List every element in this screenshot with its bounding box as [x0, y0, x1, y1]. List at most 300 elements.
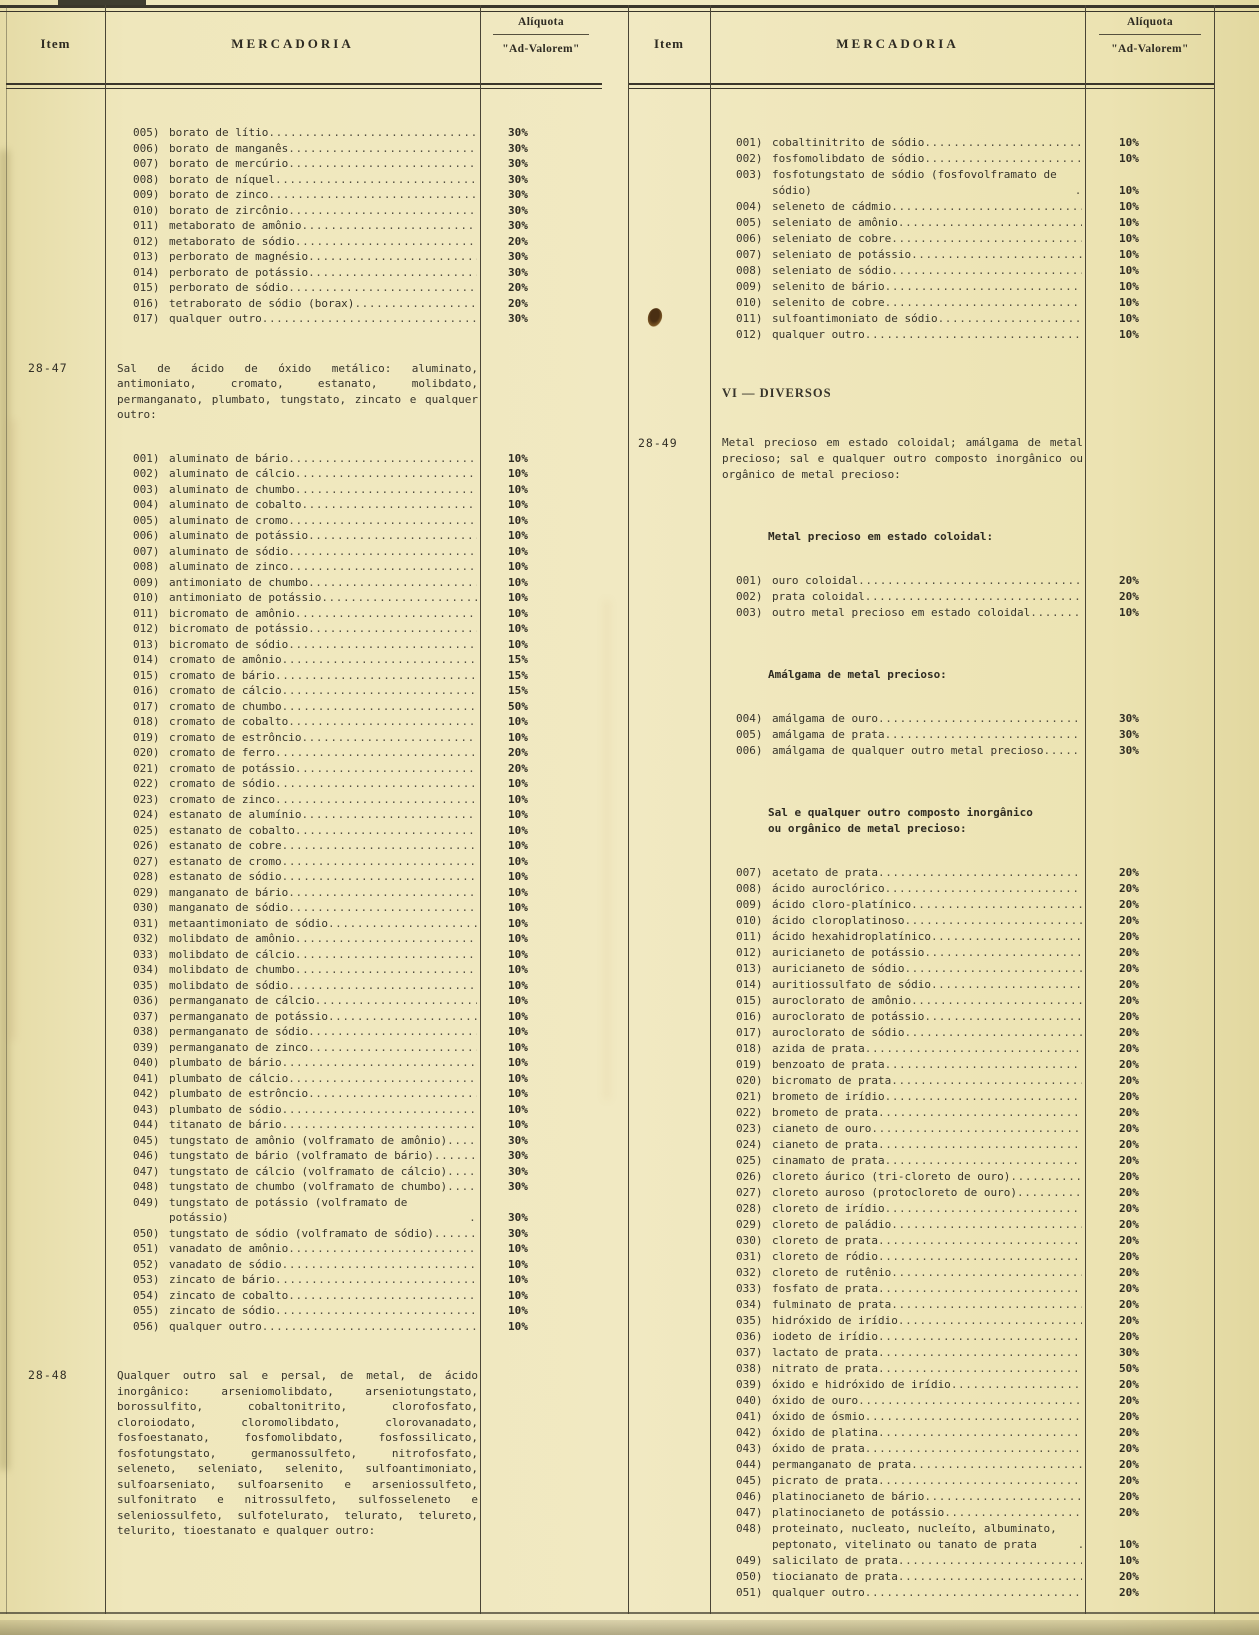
rate-value: 10%: [508, 1273, 528, 1286]
entry-name: amálgama de ouro: [772, 712, 878, 725]
block-entries: [628, 135, 1215, 343]
tariff-entry-row: [6, 931, 602, 947]
entry-line: [133, 792, 477, 808]
entry-name: hidróxido de irídio: [772, 1314, 898, 1327]
leader-dots: [288, 1241, 477, 1257]
entry-number: 045): [133, 1133, 160, 1147]
mercadoria-cell: [105, 559, 480, 575]
aliquota-cell: [480, 172, 602, 188]
rate-value: 15%: [508, 684, 528, 697]
entry-line: [736, 573, 1082, 589]
leader-dots: [885, 1201, 1082, 1217]
entry-number: 034): [133, 963, 160, 976]
entry-name: benzoato de prata: [772, 1058, 885, 1071]
aliquota-cell: [480, 218, 602, 234]
aliquota-cell: [480, 1319, 602, 1335]
block-item: [628, 435, 1215, 483]
entry-number: 004): [736, 200, 763, 213]
mercadoria-cell: [105, 265, 480, 281]
leader-dots: [295, 962, 477, 978]
tariff-table-right: [628, 5, 1215, 1614]
entry-number: 048): [736, 1522, 763, 1535]
aliquota-cell: [1085, 151, 1215, 167]
mercadoria-cell: [105, 513, 480, 529]
tariff-entry-row: [6, 761, 602, 777]
entry-name: cromato de estrôncio: [169, 730, 302, 744]
tariff-entry-row: [628, 711, 1215, 727]
aliquota-cell: [480, 361, 602, 423]
leader-dots: [275, 792, 477, 808]
aliquota-cell: [1085, 1169, 1215, 1185]
item-code-cell: [6, 776, 105, 792]
rate-value: 30%: [508, 1149, 528, 1162]
entry-number: 020): [736, 1074, 763, 1087]
aliquota-cell: [480, 1086, 602, 1102]
leader-dots: [1010, 1169, 1082, 1185]
item-code-cell: [6, 823, 105, 839]
leader-dots: [878, 1473, 1082, 1489]
tariff-entry-row: [628, 1217, 1215, 1233]
item-code-cell: [628, 1137, 710, 1153]
item-description: Metal precioso em estado coloidal; amálgama de metal precioso; sal e qualquer outro composto inorgânico ou orgânico de metal precioso:: [722, 436, 1083, 481]
rate-value: 10%: [508, 513, 528, 527]
rate-value: 10%: [1119, 184, 1139, 197]
tariff-entry-row: [6, 885, 602, 901]
leader-dots: [282, 1102, 477, 1118]
tariff-entry-row: [628, 1169, 1215, 1185]
item-code-cell: [628, 1361, 710, 1377]
tariff-entry-row: [628, 167, 1215, 199]
entry-name: cloreto de ródio: [772, 1250, 878, 1263]
entry-name: prata coloidal: [772, 590, 865, 603]
mercadoria-cell: [105, 1288, 480, 1304]
aliquota-cell: [1085, 1441, 1215, 1457]
aliquota-cell: [480, 311, 602, 327]
entry-line: [736, 1169, 1082, 1185]
mercadoria-cell: [710, 1553, 1085, 1569]
entry-name: azida de prata: [772, 1042, 865, 1055]
entry-name: bicromato de prata: [772, 1074, 892, 1087]
aliquota-cell: [480, 249, 602, 265]
subheading-row: [628, 529, 1215, 545]
entry-number: 021): [133, 761, 160, 775]
mercadoria-cell: [710, 327, 1085, 343]
leader-dots: [275, 776, 477, 792]
aliquota-cell: [480, 637, 602, 653]
leader-dots: [288, 714, 477, 730]
entry-number: 010): [133, 203, 160, 217]
tariff-entry-row: [6, 714, 602, 730]
scan-artifact: [604, 600, 610, 1100]
mercadoria-cell: [710, 961, 1085, 977]
tariff-entry-row: [628, 1105, 1215, 1121]
rate-value: 10%: [508, 498, 528, 511]
rate-value: 20%: [1119, 1394, 1139, 1407]
item-code-cell: [628, 1521, 710, 1553]
tariff-entry-row: [6, 280, 602, 296]
tariff-entry-row: [628, 1409, 1215, 1425]
aliquota-cell: [480, 590, 602, 606]
entry-line: [736, 327, 1082, 343]
item-code-cell: [6, 761, 105, 777]
entry-number: 015): [736, 994, 763, 1007]
entry-line: [736, 1297, 1082, 1313]
entry-number: 026): [133, 839, 160, 852]
tariff-entry-row: [628, 1201, 1215, 1217]
entry-line: [736, 247, 1082, 263]
mercadoria-cell: [710, 263, 1085, 279]
entry-line: [736, 977, 1082, 993]
aliquota-cell: [1085, 865, 1215, 881]
leader-dots: [308, 1040, 477, 1056]
tariff-entry-row: [628, 993, 1215, 1009]
item-code-cell: [6, 869, 105, 885]
leader-dots: [288, 559, 477, 575]
rate-value: 10%: [508, 1288, 528, 1302]
entry-line: [133, 869, 477, 885]
item-code-cell: [6, 156, 105, 172]
item-description: Sal de ácido de óxido metálico: aluminato, antimoniato, cromato, estanato, molibdato, permanganato, plumbato, tungstato, zincato e qualquer outro:: [117, 361, 478, 421]
entry-name: tungstato de cálcio (volframato de cálcio): [169, 1164, 448, 1178]
mercadoria-cell: [105, 361, 480, 423]
tariff-entry-row: [6, 559, 602, 575]
entry-name: manganato de bário: [169, 885, 289, 899]
entry-line: [133, 203, 477, 219]
entry-line: [736, 743, 1082, 759]
mercadoria-cell: [105, 1195, 480, 1226]
tariff-entry-row: [6, 792, 602, 808]
leader-dots: [904, 913, 1082, 929]
aliquota-cell: [1085, 1377, 1215, 1393]
entry-line: [133, 900, 477, 916]
entry-number: 027): [736, 1186, 763, 1199]
item-code-cell: [6, 265, 105, 281]
entry-name: estanato de sódio: [169, 870, 282, 883]
entry-line: [133, 1086, 477, 1102]
entry-line: [736, 1329, 1082, 1345]
aliquota-cell: [1085, 279, 1215, 295]
rate-value: 20%: [1119, 1234, 1139, 1247]
rate-value: 20%: [1119, 962, 1139, 975]
entry-name: lactato de prata: [772, 1346, 878, 1359]
aliquota-cell: [480, 1272, 602, 1288]
mercadoria-cell: [710, 1025, 1085, 1041]
aliquota-cell: [1085, 295, 1215, 311]
bottom-rule: [0, 1612, 1259, 1614]
item-code-cell: [628, 605, 710, 621]
entry-name: cromato de cálcio: [169, 684, 282, 697]
entry-line: [133, 1071, 477, 1087]
entry-line: [736, 993, 1082, 1009]
entry-line: [736, 945, 1082, 961]
column-rule: [1214, 5, 1215, 1614]
entry-line: [736, 1505, 1082, 1521]
leader-dots: [308, 621, 477, 637]
entry-line: [133, 1102, 477, 1118]
entry-name: cloreto de prata: [772, 1234, 878, 1247]
entry-number: 037): [736, 1346, 763, 1359]
entry-number: 046): [736, 1490, 763, 1503]
item-code-cell: [6, 1164, 105, 1180]
entry-name: tungstato de sódio (volframato de sódio): [169, 1226, 434, 1240]
entry-name: permanganato de zinco: [169, 1040, 309, 1054]
entry-name: perborato de sódio: [169, 281, 289, 294]
entry-line: [736, 1489, 1082, 1505]
item-code-cell: [628, 135, 710, 151]
item-code-cell: [6, 621, 105, 637]
leader-dots: [885, 279, 1082, 295]
entry-name: ácido hexahidroplatínico: [772, 930, 931, 943]
aliquota-cell: [480, 1133, 602, 1149]
leader-dots: [282, 854, 477, 870]
tariff-entry-row: [628, 1457, 1215, 1473]
mercadoria-cell: [710, 913, 1085, 929]
entry-line: [133, 823, 477, 839]
item-code-cell: [628, 1025, 710, 1041]
entry-line: [736, 1217, 1082, 1233]
rate-value: 20%: [1119, 866, 1139, 879]
item-code-cell: [6, 885, 105, 901]
entry-name: bicromato de sódio: [169, 637, 289, 651]
mercadoria-cell: [710, 881, 1085, 897]
aliquota-cell: [1085, 1105, 1215, 1121]
leader-dots: [282, 1055, 477, 1071]
entry-name: seleniato de amônio: [772, 216, 898, 229]
item-code-cell: [6, 1257, 105, 1273]
tariff-entry-row: [6, 916, 602, 932]
aliquota-cell: [480, 854, 602, 870]
aliquota-cell: [480, 1226, 602, 1242]
entry-number: 044): [736, 1458, 763, 1471]
rate-value: 10%: [508, 715, 528, 728]
rate-value: 20%: [1119, 1378, 1139, 1391]
page-bottom-shadow: [0, 1620, 1259, 1635]
rate-value: 20%: [508, 761, 528, 775]
rate-value: 20%: [1119, 1586, 1139, 1599]
item-code-cell: [6, 962, 105, 978]
entry-line: [736, 1313, 1082, 1329]
mercadoria-cell: [710, 529, 1085, 545]
item-code-cell: [628, 199, 710, 215]
mercadoria-cell: [105, 1241, 480, 1257]
entry-number: 001): [133, 451, 160, 465]
item-code-cell: [6, 296, 105, 312]
tariff-entry-row: [6, 1071, 602, 1087]
mercadoria-cell: [710, 1217, 1085, 1233]
mercadoria-cell: [710, 1041, 1085, 1057]
entry-number: 024): [736, 1138, 763, 1151]
entry-line: [133, 947, 477, 963]
mercadoria-cell: [710, 385, 1085, 401]
tariff-entry-row: [628, 1121, 1215, 1137]
item-code-cell: [628, 667, 710, 683]
mercadoria-cell: [710, 743, 1085, 759]
rate-value: 20%: [1119, 1570, 1139, 1583]
item-code-cell: [6, 900, 105, 916]
entry-number: 019): [133, 730, 160, 744]
entry-line: [133, 885, 477, 901]
item-code-cell: [628, 1377, 710, 1393]
item-code-cell: [6, 218, 105, 234]
mercadoria-cell: [710, 1569, 1085, 1585]
mercadoria-cell: [105, 993, 480, 1009]
aliquota-cell: [1085, 1073, 1215, 1089]
entry-name: molibdato de sódio: [169, 978, 289, 992]
aliquota-cell: [1085, 1089, 1215, 1105]
leader-dots: [447, 1133, 477, 1149]
item-code-cell: [6, 807, 105, 823]
tariff-entry-row: [628, 1057, 1215, 1073]
item-code-cell: [6, 528, 105, 544]
entry-number: 037): [133, 1009, 160, 1023]
item-code-cell: [6, 249, 105, 265]
rate-value: 30%: [508, 126, 528, 139]
tariff-entry-row: [6, 172, 602, 188]
aliquota-cell: [480, 1195, 602, 1226]
entry-number: 012): [736, 946, 763, 959]
leader-dots: [904, 1025, 1082, 1041]
entry-name: aluminato de zinco: [169, 560, 289, 573]
rate-value: 10%: [508, 1040, 528, 1054]
entry-line: [133, 1319, 477, 1335]
item-code-cell: [628, 1009, 710, 1025]
tariff-entry-row: [628, 327, 1215, 343]
entry-name: cianeto de prata: [772, 1138, 878, 1151]
tariff-entry-row: [628, 1393, 1215, 1409]
entry-line: [736, 1073, 1082, 1089]
entry-line: [133, 172, 477, 188]
leader-dots: [865, 1041, 1082, 1057]
aliquota-cell: [480, 683, 602, 699]
mercadoria-cell: [710, 167, 1085, 199]
rate-value: 30%: [508, 172, 528, 186]
entry-name: óxido de platina: [772, 1426, 878, 1439]
tariff-table-left: [6, 5, 602, 1614]
entry-line: [133, 962, 477, 978]
mercadoria-cell: [105, 652, 480, 668]
entry-line: [133, 730, 477, 746]
rate-value: 10%: [1119, 216, 1139, 229]
entry-line: [133, 1133, 477, 1149]
entry-line: [133, 621, 477, 637]
rate-value: 20%: [1119, 1250, 1139, 1263]
aliquota-cell: [1085, 913, 1215, 929]
column-rule: [6, 5, 7, 1614]
aliquota-cell: [480, 745, 602, 761]
rate-value: 20%: [1119, 1298, 1139, 1311]
mercadoria-cell: [710, 1233, 1085, 1249]
item-code-cell: [628, 1073, 710, 1089]
entry-line: [133, 559, 477, 575]
item-code-cell: [6, 978, 105, 994]
leader-dots: [288, 156, 477, 172]
rate-value: 10%: [508, 777, 528, 790]
tariff-entry-row: [628, 977, 1215, 993]
tariff-entry-row: [628, 1489, 1215, 1505]
item-code-cell: [628, 167, 710, 199]
item-code-cell: [628, 993, 710, 1009]
aliquota-cell: [1085, 1201, 1215, 1217]
tariff-entry-row: [628, 1041, 1215, 1057]
rate-value: 10%: [508, 1319, 528, 1333]
leader-dots: [891, 1297, 1082, 1313]
entry-name: aluminato de cálcio: [169, 467, 295, 480]
aliquota-cell: [480, 1303, 602, 1319]
aliquota-cell: [480, 869, 602, 885]
block-entries: [628, 711, 1215, 759]
entry-name: estanato de cromo: [169, 854, 282, 868]
item-code-cell: [6, 234, 105, 250]
entry-name: titanato de bário: [169, 1118, 282, 1131]
rate-value: 20%: [1119, 914, 1139, 927]
rate-value: 30%: [508, 1211, 528, 1224]
rate-value: 20%: [1119, 930, 1139, 943]
rate-value: 10%: [508, 792, 528, 806]
entry-name: molibdato de cálcio: [169, 947, 295, 961]
mercadoria-cell: [105, 187, 480, 203]
leader-dots: [858, 1393, 1082, 1409]
leader-dots: [898, 1313, 1082, 1329]
rate-value: 20%: [508, 234, 528, 248]
mercadoria-cell: [710, 1281, 1085, 1297]
block-section: [628, 385, 1215, 401]
tariff-entry-row: [628, 1265, 1215, 1281]
aliquota-cell: [1085, 977, 1215, 993]
rate-value: 30%: [1119, 744, 1139, 757]
subheading-text: Sal e qualquer outro composto inorgânico ou orgânico de metal precioso:: [768, 806, 1033, 835]
tariff-entry-row: [6, 1164, 602, 1180]
mercadoria-cell: [710, 1441, 1085, 1457]
mercadoria-cell: [105, 156, 480, 172]
entry-name: proteinato, nucleato, nucleíto, albuminato, peptonato, vitelinato ou tanato de prata: [772, 1522, 1057, 1551]
tariff-entry-row: [6, 1055, 602, 1071]
tariff-entry-row: [628, 1185, 1215, 1201]
rate-value: 10%: [1119, 1538, 1139, 1551]
aliquota-cell: [480, 1368, 602, 1539]
tariff-entry-row: [628, 897, 1215, 913]
entry-name: tungstato de chumbo (volframato de chumbo): [169, 1180, 448, 1193]
tariff-entry-row: [6, 544, 602, 560]
mercadoria-cell: [105, 761, 480, 777]
entry-name: nitrato de prata: [772, 1362, 878, 1375]
item-code-cell: [6, 683, 105, 699]
entry-number: 005): [133, 513, 160, 527]
tariff-entry-row: [6, 668, 602, 684]
entry-number: 018): [133, 715, 160, 728]
entry-number: 054): [133, 1288, 160, 1302]
rate-value: 30%: [508, 1226, 528, 1240]
aliquota-cell: [1085, 589, 1215, 605]
subheading-text: Metal precioso em estado coloidal:: [768, 530, 994, 543]
mercadoria-cell: [105, 1272, 480, 1288]
rate-value: 30%: [508, 312, 528, 325]
rate-value: 10%: [508, 467, 528, 480]
leader-dots: [891, 1073, 1082, 1089]
rate-value: 20%: [1119, 1330, 1139, 1343]
item-code-cell: [628, 1265, 710, 1281]
mercadoria-cell: [105, 885, 480, 901]
item-code-cell: [6, 838, 105, 854]
entry-name: estanato de cobalto: [169, 823, 295, 837]
rate-value: 10%: [1119, 328, 1139, 341]
aliquota-cell: [480, 575, 602, 591]
rate-value: 20%: [1119, 1074, 1139, 1087]
entry-name: permanganato de cálcio: [169, 994, 315, 1007]
entry-number: 046): [133, 1149, 160, 1162]
entry-number: 040): [736, 1394, 763, 1407]
leader-dots: [911, 897, 1082, 913]
entry-number: 050): [736, 1570, 763, 1583]
